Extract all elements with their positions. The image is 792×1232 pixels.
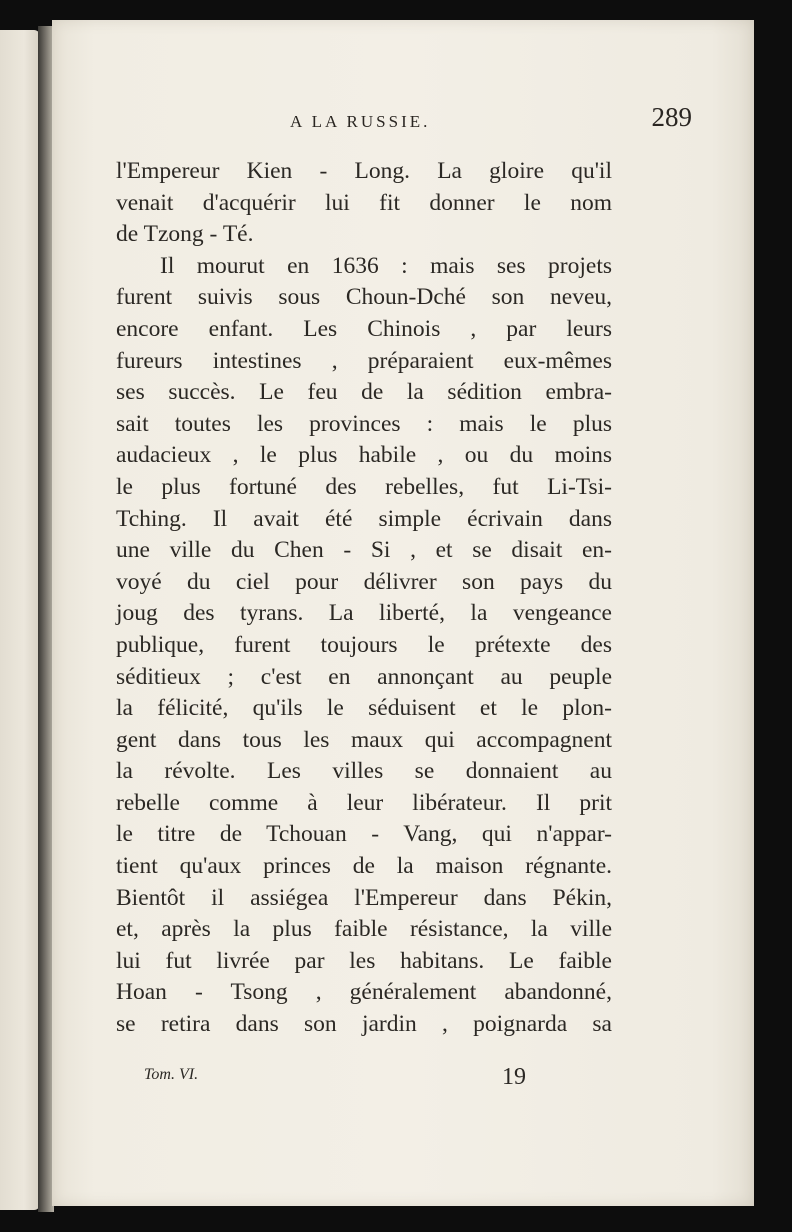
text-line: Tching. Il avait été simple écrivain dans: [116, 505, 612, 532]
text-line: joug des tyrans. La liberté, la vengeance: [116, 600, 612, 627]
text-line: lui fut livrée par les habitans. Le faible: [116, 947, 612, 974]
text-line: encore enfant. Les Chinois , par leurs: [116, 315, 612, 342]
text-line: Hoan - Tsong , généralement abandonné,: [116, 979, 612, 1006]
running-head: A LA RUSSIE.: [290, 112, 431, 131]
text-line: audacieux , le plus habile , ou du moins: [116, 442, 612, 469]
text-line: le plus fortuné des rebelles, fut Li-Tsi-: [116, 473, 612, 500]
text-line: Il mourut en 1636 : mais ses projets: [160, 252, 612, 279]
text-line: la révolte. Les villes se donnaient au: [116, 758, 612, 785]
text-line: le titre de Tchouan - Vang, qui n'appar-: [116, 821, 612, 848]
page-header: [60, 98, 692, 134]
page-number: 289: [651, 102, 692, 132]
text-line: fureurs intestines , préparaient eux-mêmes: [116, 347, 612, 374]
text-line: de Tzong - Té.: [116, 221, 254, 248]
text-line: furent suivis sous Choun-Dché son neveu,: [116, 284, 612, 311]
text-line: gent dans tous les maux qui accompagnent: [116, 726, 612, 753]
facing-page-edge: [0, 30, 40, 1210]
text-line: la félicité, qu'ils le séduisent et le plon-: [116, 695, 612, 722]
text-line: sait toutes les provinces : mais le plus: [116, 410, 612, 437]
text-line: rebelle comme à leur libérateur. Il prit: [116, 789, 612, 816]
volume-signature: Tom. VI.: [144, 1066, 199, 1083]
text-line: ses succès. Le feu de la sédition embra-: [116, 379, 612, 406]
text-line: une ville du Chen - Si , et se disait en-: [116, 537, 612, 564]
text-line: et, après la plus faible résistance, la ville: [116, 916, 612, 943]
text-line: séditieux ; c'est en annonçant au peuple: [116, 663, 612, 690]
body-text: [116, 156, 612, 1041]
text-line: l'Empereur Kien - Long. La gloire qu'il: [116, 158, 612, 184]
text-line: se retira dans son jardin , poignarda sa: [116, 1011, 612, 1038]
text-line: venait d'acquérir lui fit donner le nom: [116, 189, 612, 216]
text-line: tient qu'aux princes de la maison régnante.: [116, 853, 612, 880]
sheet-number: 19: [502, 1064, 526, 1090]
page-footer: [144, 1064, 544, 1104]
text-line: publique, furent toujours le prétexte des: [116, 631, 612, 658]
text-line: Bientôt il assiégea l'Empereur dans Pékin,: [116, 884, 612, 911]
text-line: voyé du ciel pour délivrer son pays du: [116, 568, 612, 595]
